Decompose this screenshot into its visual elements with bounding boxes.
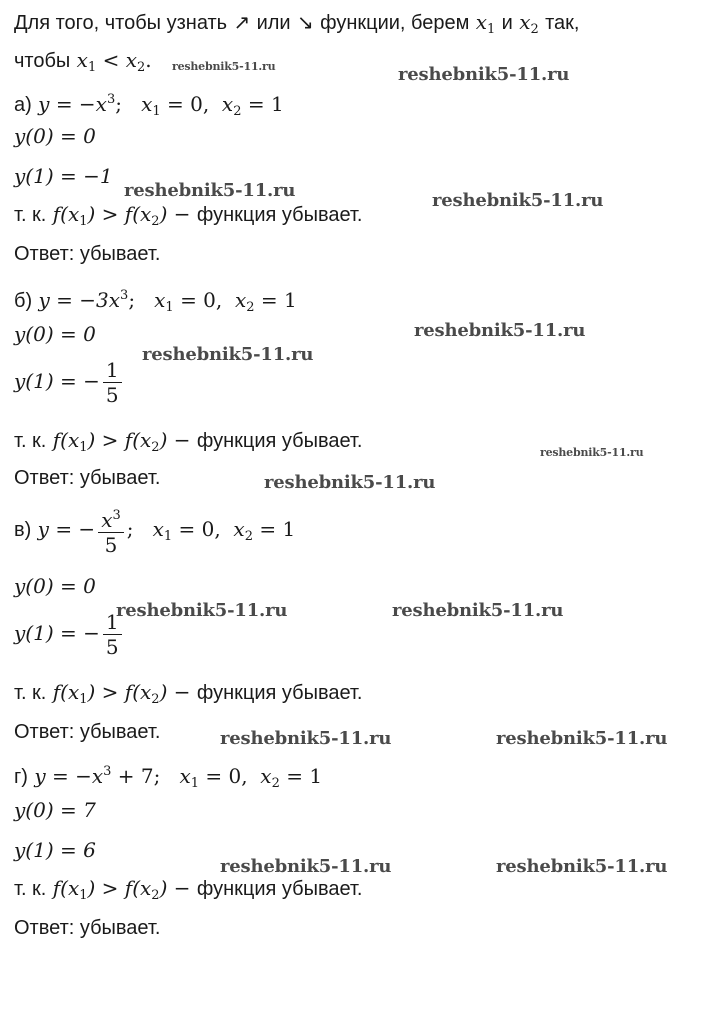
part-label: в): [14, 519, 32, 541]
part-label: б): [14, 290, 33, 312]
part-v-answer: Ответ: убывает.: [14, 721, 161, 743]
denominator: 5: [104, 533, 118, 557]
decreasing-text: функция убывает.: [196, 682, 363, 704]
exponent: 3: [120, 288, 129, 303]
watermark: reshebnik5-11.ru: [264, 472, 436, 493]
decreasing-text: функция убывает.: [196, 204, 363, 226]
fraction: [98, 504, 124, 557]
watermark: reshebnik5-11.ru: [220, 856, 392, 877]
since-text: т. к.: [14, 204, 47, 226]
function-tail: + 7;: [117, 764, 161, 788]
x1-value: [141, 92, 210, 119]
intro-text: Для того, чтобы узнать: [14, 12, 228, 34]
value: = 1: [247, 92, 284, 116]
var-symbol: x: [519, 10, 531, 34]
dash: −: [173, 680, 191, 704]
watermark: reshebnik5-11.ru: [172, 60, 276, 73]
watermark: reshebnik5-11.ru: [414, 320, 586, 341]
exponent: 3: [106, 92, 116, 107]
condition: [76, 48, 146, 75]
f-x2: f(x: [124, 680, 152, 704]
part-g-answer: Ответ: убывает.: [14, 917, 161, 939]
value: = 1: [259, 517, 296, 541]
dash: −: [173, 876, 191, 900]
part-b-header: [14, 284, 297, 320]
var-symbol: x: [221, 92, 234, 116]
watermark: reshebnik5-11.ru: [116, 600, 288, 621]
var-x2: [519, 10, 539, 37]
since-text: т. к.: [14, 430, 47, 452]
since-text: т. к.: [14, 682, 47, 704]
part-a-conclusion: [14, 202, 362, 234]
part-b-y0: y(0) = 0: [14, 322, 96, 346]
subscript: 1: [190, 776, 199, 791]
dash: −: [173, 202, 191, 226]
paren: ): [159, 428, 168, 452]
intro-text: так,: [545, 12, 580, 34]
part-b-answer: Ответ: убывает.: [14, 467, 161, 489]
value: = 0,: [178, 517, 221, 541]
f-x2: f(x: [124, 202, 152, 226]
value: = 1: [260, 288, 297, 312]
part-b-y1: [14, 358, 125, 407]
paren: ): [87, 428, 96, 452]
part-a-answer: Ответ: убывает.: [14, 243, 161, 265]
comparison: [52, 428, 168, 455]
intro-text: или: [256, 12, 291, 34]
part-a-y1: y(1) = −1: [14, 164, 113, 188]
subscript: 1: [487, 22, 496, 37]
watermark: reshebnik5-11.ru: [540, 446, 644, 459]
comparison: [52, 680, 168, 707]
intro-text: и: [501, 12, 513, 34]
function-tail: ;: [115, 92, 122, 116]
value: = 0,: [180, 288, 223, 312]
f-x2: f(x: [124, 428, 152, 452]
var-symbol: x: [154, 288, 166, 312]
subscript: 2: [244, 529, 253, 544]
y1-lhs: y(1) = −: [14, 369, 100, 393]
intro-text: чтобы: [14, 50, 71, 72]
paren: ): [159, 202, 168, 226]
period: .: [145, 48, 152, 72]
greater-than: >: [101, 428, 119, 452]
part-g-header: [14, 760, 322, 796]
paren: ): [87, 876, 96, 900]
intro-line-1: [14, 10, 580, 42]
exponent: 3: [112, 508, 121, 523]
x2-value: [234, 288, 297, 315]
f-x1: f(x: [52, 680, 80, 704]
y1-lhs: y(1) = −: [14, 621, 100, 645]
x2-value: [221, 92, 284, 119]
subscript: 2: [151, 440, 160, 455]
exponent: 3: [103, 764, 112, 779]
var-symbol: x: [234, 288, 247, 312]
function-expr: y = −: [37, 517, 96, 541]
subscript: 2: [233, 104, 242, 119]
function-tail: ;: [126, 517, 134, 541]
watermark: reshebnik5-11.ru: [220, 728, 392, 749]
watermark: reshebnik5-11.ru: [496, 728, 668, 749]
part-g-conclusion: [14, 876, 362, 908]
subscript: 1: [165, 300, 174, 315]
subscript: 1: [79, 888, 88, 903]
watermark: reshebnik5-11.ru: [392, 600, 564, 621]
subscript: 2: [137, 60, 146, 75]
denominator: 5: [105, 635, 119, 659]
part-a-header: [14, 88, 284, 124]
increasing-arrow-icon: ↗: [233, 10, 251, 34]
x1-value: [179, 764, 248, 791]
watermark: reshebnik5-11.ru: [124, 180, 296, 201]
numerator: [98, 504, 124, 533]
comparison: [52, 876, 168, 903]
f-x1: f(x: [52, 428, 80, 452]
f-x2: f(x: [124, 876, 152, 900]
value: = 1: [286, 764, 323, 788]
subscript: 1: [87, 60, 97, 75]
subscript: 2: [271, 776, 280, 791]
since-text: т. к.: [14, 878, 47, 900]
subscript: 1: [79, 214, 88, 229]
var-symbol: x: [76, 48, 88, 72]
decreasing-text: функция убывает.: [196, 878, 363, 900]
numerator: 1: [103, 358, 122, 383]
decreasing-arrow-icon: ↘: [296, 10, 314, 34]
decreasing-text: функция убывает.: [196, 430, 363, 452]
paren: ): [87, 680, 96, 704]
paren: ): [87, 202, 96, 226]
function-expr: y = −x: [38, 92, 107, 116]
watermark: reshebnik5-11.ru: [142, 344, 314, 365]
part-g-y0: y(0) = 7: [14, 798, 96, 822]
part-b-conclusion: [14, 428, 362, 460]
x2-value: [233, 517, 296, 544]
paren: ): [159, 876, 168, 900]
part-label: а): [14, 94, 32, 116]
subscript: 2: [151, 888, 160, 903]
x2-value: [260, 764, 323, 791]
subscript: 1: [79, 440, 88, 455]
less-than: <: [102, 48, 120, 72]
function-expr: y = −x: [34, 764, 104, 788]
paren: ): [159, 680, 168, 704]
function: [38, 288, 135, 312]
greater-than: >: [101, 680, 119, 704]
part-label: г): [14, 766, 28, 788]
subscript: 2: [151, 214, 160, 229]
denominator: 5: [105, 383, 119, 407]
value: = 0,: [205, 764, 248, 788]
greater-than: >: [101, 876, 119, 900]
watermark: reshebnik5-11.ru: [496, 856, 668, 877]
function-expr: y = −3x: [38, 288, 121, 312]
value: = 0,: [167, 92, 210, 116]
part-g-y1: y(1) = 6: [14, 838, 96, 862]
part-v-conclusion: [14, 680, 362, 712]
var-symbol: x: [101, 508, 113, 532]
var-x1: [475, 10, 496, 37]
part-v-header: [14, 504, 295, 557]
numerator: 1: [103, 610, 122, 635]
var-symbol: x: [233, 517, 245, 541]
intro-text: функции, берем: [320, 12, 470, 34]
greater-than: >: [101, 202, 119, 226]
subscript: 2: [530, 22, 539, 37]
subscript: 2: [151, 692, 160, 707]
subscript: 2: [246, 300, 255, 315]
subscript: 1: [152, 104, 161, 119]
subscript: 1: [79, 692, 88, 707]
dash: −: [173, 428, 191, 452]
function: [34, 764, 160, 788]
var-symbol: x: [179, 764, 191, 788]
x1-value: [154, 288, 223, 315]
fraction: [103, 358, 122, 407]
comparison: [52, 202, 168, 229]
intro-line-2: [14, 48, 152, 80]
var-symbol: x: [152, 517, 164, 541]
function: [38, 92, 122, 116]
f-x1: f(x: [52, 202, 80, 226]
watermark: reshebnik5-11.ru: [398, 64, 570, 85]
part-a-y0: y(0) = 0: [14, 124, 96, 148]
var-symbol: x: [141, 92, 153, 116]
x1-value: [152, 517, 221, 544]
part-v-y0: y(0) = 0: [14, 574, 96, 598]
var-symbol: x: [125, 48, 137, 72]
watermark: reshebnik5-11.ru: [432, 190, 604, 211]
var-symbol: x: [260, 764, 272, 788]
f-x1: f(x: [52, 876, 80, 900]
var-symbol: x: [475, 10, 488, 34]
subscript: 1: [163, 529, 173, 544]
part-v-y1: [14, 610, 125, 659]
function-tail: ;: [128, 288, 136, 312]
